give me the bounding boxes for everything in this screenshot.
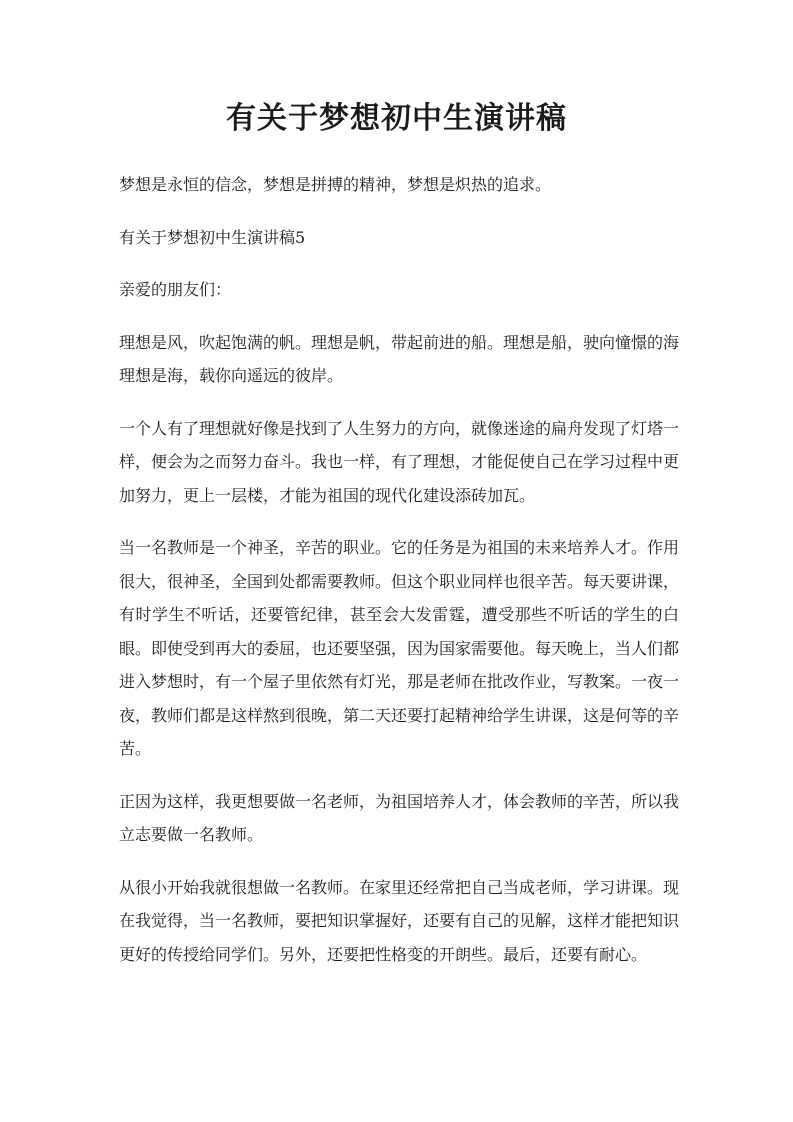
paragraph-intro: 梦想是永恒的信念，梦想是拼搏的精神，梦想是炽热的追求。: [119, 175, 552, 194]
paragraph-subtitle: 有关于梦想初中生演讲稿5: [119, 227, 306, 247]
paragraph-greeting: 亲爱的朋友们：: [119, 280, 232, 299]
paragraph-life-direction: 一个人有了理想就好像是找到了人生努力的方向，就像迷途的扁舟发现了灯塔一样，便会为之而努力奋斗。我也一样，有了理想，才能促使自己在学习过程中更加努力，更上一层楼，才能为祖国的现代化建设添砖加瓦。: [119, 418, 680, 505]
document-title: 有关于梦想初中生演讲稿: [226, 101, 567, 136]
paragraph-resolve: 正因为这样，我更想要做一名老师，为祖国培养人才，体会教师的辛苦，所以我立志要做一名教师。: [119, 791, 680, 844]
paragraph-childhood-dream: 从很小开始我就很想做一名教师。在家里还经常把自己当成老师，学习讲课。现在我觉得，当一名教师，要把知识掌握好，还要有自己的见解，这样才能把知识更好的传授给同学们。另外，还要把性格变的开朗些。最后，还要有耐心。: [119, 877, 680, 964]
document-body: [119, 168, 679, 990]
paragraph-ideal-metaphor: 理想是风，吹起饱满的帆。理想是帆，带起前进的船。理想是船，驶向憧憬的海理想是海，载你向遥远的彼岸。: [119, 332, 680, 385]
paragraph-teacher-career: 当一名教师是一个神圣，辛苦的职业。它的任务是为祖国的未来培养人才。作用很大，很神圣，全国到处都需要教师。但这个职业同样也很辛苦。每天要讲课，有时学生不听话，还要管纪律，甚至会大发雷霆，遭受那些不听话的学生的白眼。即使受到再大的委屈，也还要坚强，因为国家需要他。每天晚上，当人们都进入梦想时，有一个屋子里依然有灯光，那是老师在批改作业，写教案。一夜一夜，教师们都是这样熬到很晚，第二天还要打起精神给学生讲课，这是何等的辛苦。: [119, 538, 680, 758]
